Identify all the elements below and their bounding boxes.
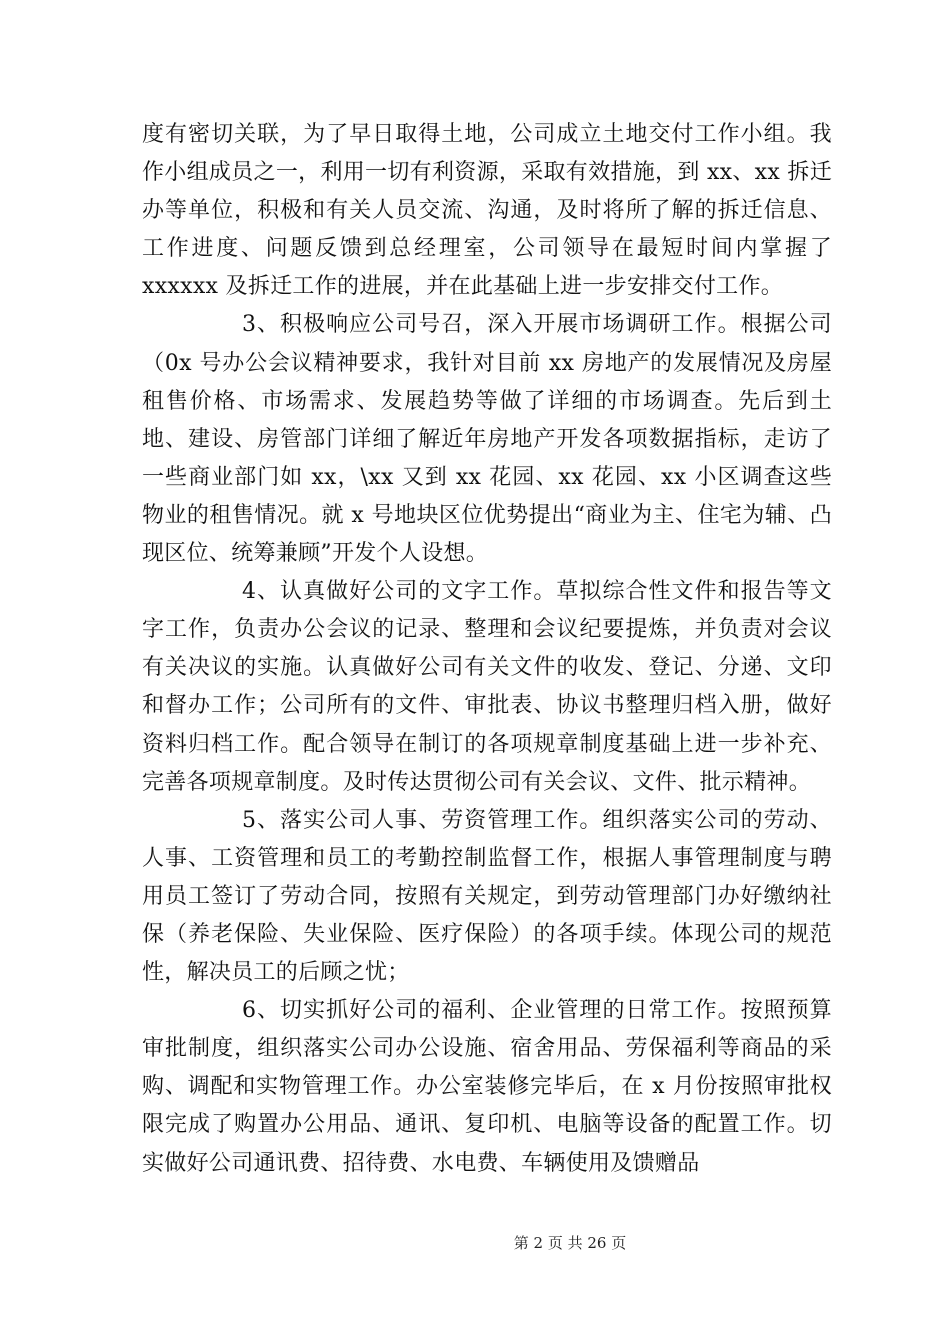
paragraph-personnel-management: 5、落实公司人事、劳资管理工作。组织落实公司的劳动、人事、工资管理和员工的考勤控制监督工作，根据人事管理制度与聘用员工签订了劳动合同，按照有关规定，到劳动管理部门办好缴纳社保（养老保险、失业保险、医疗保险）的各项手续。体现公司的规范性，解决员工的后顾之忧； <box>142 807 832 986</box>
paragraph-continuation: 度有密切关联，为了早日取得土地，公司成立土地交付工作小组。我作小组成员之一，利用一切有利资源，采取有效措施，到 xx、xx 拆迁办等单位，积极和有关人员交流、沟通，及时将所了解的拆迁信息、工作进度、问题反馈到总经理室，公司领导在最短时间内掌握了 xxxxxx 及拆迁工作的进展，并在此基础上进一步安排交付工作。 <box>142 122 832 300</box>
body-text <box>142 116 832 1183</box>
paragraph-welfare-management: 6、切实抓好公司的福利、企业管理的日常工作。按照预算审批制度，组织落实公司办公设施、宿舍用品、劳保福利等商品的采购、调配和实物管理工作。办公室装修完毕后，在 x 月份按照审批权限完成了购置办公用品、通讯、复印机、电脑等设备的配置工作。切实做好公司通讯费、招待费、水电费、车辆使用及馈赠品 <box>142 998 832 1176</box>
paragraph-writing-work: 4、认真做好公司的文字工作。草拟综合性文件和报告等文字工作，负责办公会议的记录、整理和会议纪要提炼，并负责对会议有关决议的实施。认真做好公司有关文件的收发、登记、分递、文印和督办工作；公司所有的文件、审批表、协议书整理归档入册，做好资料归档工作。配合领导在制订的各项规章制度基础上进一步补充、完善各项规章制度。及时传达贯彻公司有关会议、文件、批示精神。 <box>142 579 832 795</box>
paragraph-market-research: 3、积极响应公司号召，深入开展市场调研工作。根据公司（0x 号办公会议精神要求，我针对目前 xx 房地产的发展情况及房屋租售价格、市场需求、发展趋势等做了详细的市场调查。先后到土地、建设、房管部门详细了解近年房地产开发各项数据指标，走访了一些商业部门如 xx，\xx 又到 xx 花园、xx 花园、xx 小区调查这些物业的租售情况。就 x 号地块区位优势提出“商业为主、住宅为辅、凸现区位、统筹兼顾”开发个人设想。 <box>142 312 832 567</box>
page-number-footer: 第 2 页 共 26 页 <box>513 1234 627 1252</box>
